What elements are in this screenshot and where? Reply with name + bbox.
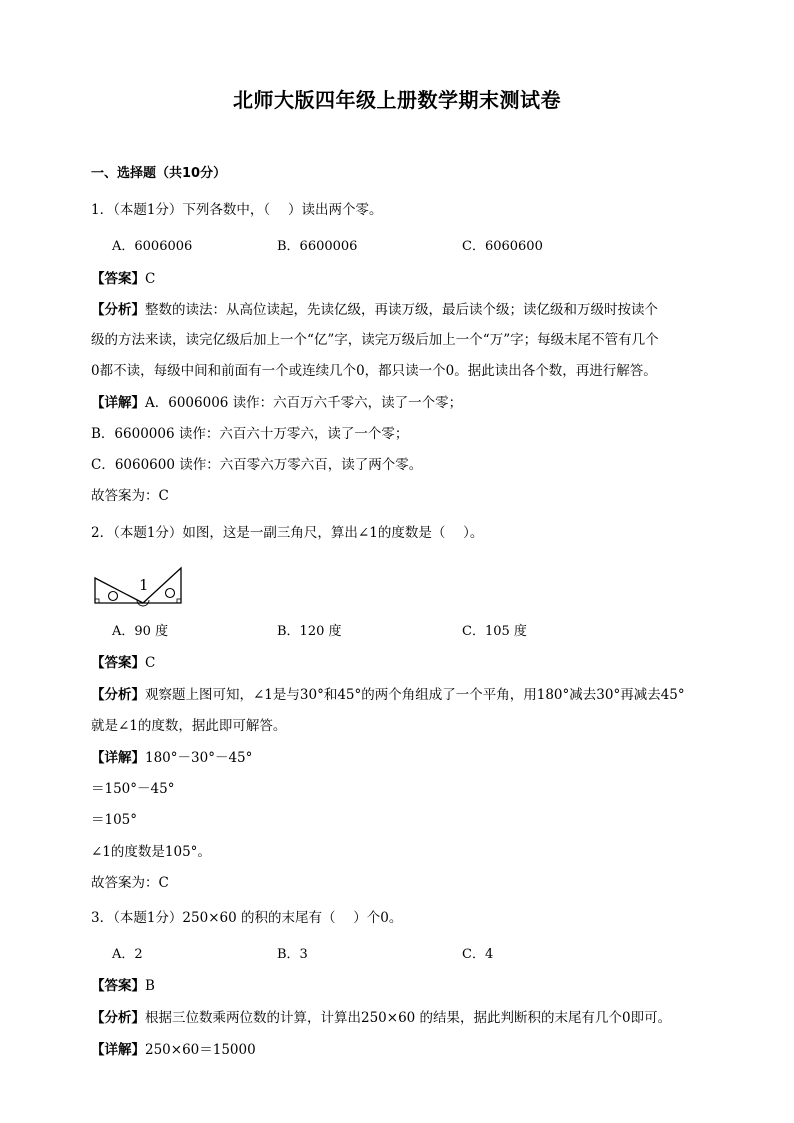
q1-detail-text-1: A．6006006 读作：六百万六千零六，读了一个零； bbox=[145, 395, 463, 411]
triangle-30-60 bbox=[95, 578, 143, 603]
q1-detail-line-2: B．6600006 读作：六百六十万零六，读了一个零； bbox=[91, 426, 409, 442]
question-1-stem: 1．（本题1分）下列各数中，（ ）读出两个零。 bbox=[91, 202, 383, 218]
q2-detail-line-1 bbox=[91, 748, 252, 768]
detail-label: 【详解】 bbox=[91, 1042, 145, 1058]
q3-option-c: C．4 bbox=[462, 947, 494, 962]
q2-analysis-line-2: 就是∠1的度数，据此即可解答。 bbox=[91, 718, 287, 734]
q1-detail-line-1 bbox=[91, 393, 462, 413]
q3-option-b: B．3 bbox=[277, 947, 308, 962]
q2-option-c: C．105 度 bbox=[462, 624, 527, 639]
ruler-hole-left bbox=[109, 592, 118, 601]
q1-option-b: B．6600006 bbox=[277, 239, 358, 254]
answer-label: 【答案】 bbox=[91, 978, 145, 994]
detail-label: 【详解】 bbox=[91, 395, 145, 411]
triangle-rulers-figure bbox=[93, 565, 193, 607]
q2-answer bbox=[91, 653, 155, 673]
analysis-label: 【分析】 bbox=[91, 302, 145, 318]
q1-analysis-line-3: 0都不读，每级中间和前面有一个或连续几个0，都只读一个0。据此读出各个数，再进行解答。 bbox=[91, 363, 657, 379]
q1-detail-line-3: C．6060600 读作：六百零六万零六百，读了两个零。 bbox=[91, 457, 423, 473]
detail-label: 【详解】 bbox=[91, 750, 145, 766]
q1-analysis-text-1: 整数的读法：从高位读起，先读亿级，再读万级，最后读个级；读亿级和万级时按读个 bbox=[145, 302, 658, 318]
q2-detail-line-2: ＝150°－45° bbox=[91, 781, 175, 797]
angle-1-label: 1 bbox=[139, 576, 149, 594]
q3-answer-value: B bbox=[145, 978, 155, 994]
q1-option-c: C．6060600 bbox=[462, 239, 543, 254]
answer-label: 【答案】 bbox=[91, 271, 145, 287]
q2-option-b: B．120 度 bbox=[277, 624, 342, 639]
ruler-hole-right bbox=[166, 589, 175, 598]
q1-answer-value: C bbox=[145, 271, 156, 287]
q3-detail-text-1: 250×60＝15000 bbox=[145, 1042, 256, 1058]
q2-detail-text-1: 180°－30°－45° bbox=[145, 750, 253, 766]
q1-conclusion: 故答案为：C bbox=[91, 488, 169, 504]
q3-answer bbox=[91, 976, 155, 996]
q1-analysis-line-2: 级的方法来读，读完亿级后加上一个“亿”字，读完万级后加上一个“万”字；每级末尾不管有几个 bbox=[91, 332, 659, 348]
triangle-45 bbox=[143, 568, 181, 603]
analysis-label: 【分析】 bbox=[91, 687, 145, 703]
q1-option-a: A．6006006 bbox=[112, 239, 193, 254]
q3-analysis-line-1 bbox=[91, 1008, 671, 1028]
answer-label: 【答案】 bbox=[91, 655, 145, 671]
q3-option-a: A．2 bbox=[112, 947, 143, 962]
q1-analysis-line-1 bbox=[91, 300, 658, 320]
section-heading: 一、选择题（共10分） bbox=[91, 166, 227, 181]
q2-conclusion: 故答案为：C bbox=[91, 875, 169, 891]
q2-analysis-line-1 bbox=[91, 685, 685, 705]
q2-analysis-text-1: 观察题上图可知，∠1是与30°和45°的两个角组成了一个平角，用180°减去30°再减去45° bbox=[145, 687, 685, 703]
q2-detail-line-4: ∠1的度数是105°。 bbox=[91, 844, 211, 860]
question-3-stem: 3．（本题1分）250×60 的积的末尾有（ ）个0。 bbox=[91, 910, 403, 926]
q2-option-a: A．90 度 bbox=[112, 624, 169, 639]
q2-detail-line-3: ＝105° bbox=[91, 812, 138, 828]
q3-detail-line-1 bbox=[91, 1040, 256, 1060]
question-2-stem: 2．（本题1分）如图，这是一副三角尺，算出∠1的度数是（ ）。 bbox=[91, 525, 484, 541]
q2-answer-value: C bbox=[145, 655, 156, 671]
q3-analysis-text-1: 根据三位数乘两位数的计算，计算出250×60 的结果，据此判断积的末尾有几个0即可。 bbox=[145, 1010, 672, 1026]
q1-answer bbox=[91, 269, 155, 289]
analysis-label: 【分析】 bbox=[91, 1010, 145, 1026]
page-title: 北师大版四年级上册数学期末测试卷 bbox=[233, 88, 561, 112]
